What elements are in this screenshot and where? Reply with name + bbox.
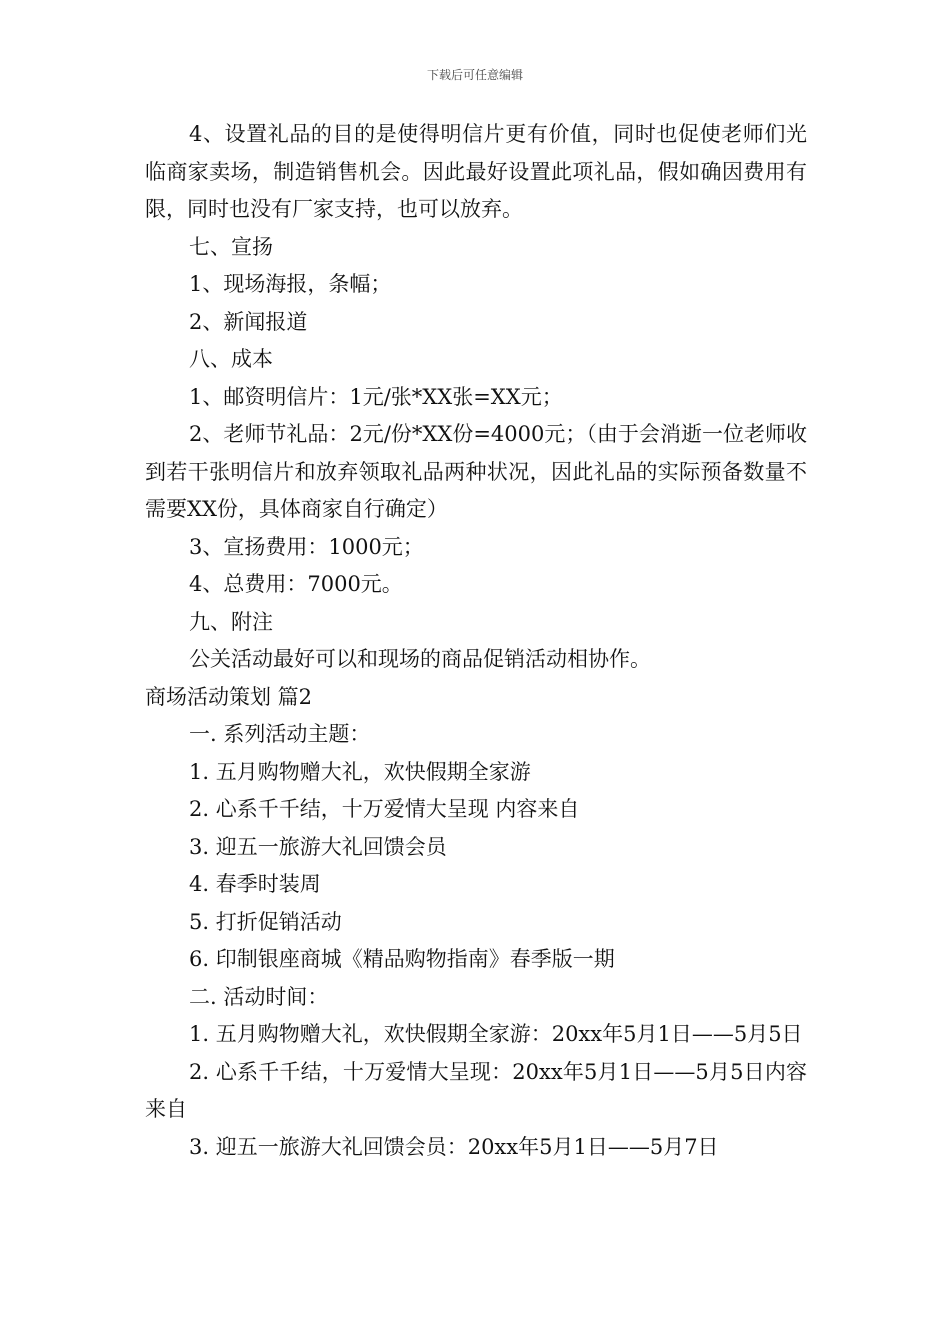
section-heading: 一. 系列活动主题： bbox=[189, 722, 371, 746]
paragraph: 3、宣扬费用：1000元； bbox=[189, 534, 424, 559]
list-item: 3. 迎五一旅游大礼回馈会员：20xx年5月1日——5月7日 bbox=[189, 1134, 719, 1159]
paragraph: 1、邮资明信片：1元/张*XX张=XX元； bbox=[189, 384, 563, 409]
list-item: 2. 心系千千结，十万爱情大呈现 内容来自 bbox=[189, 797, 580, 821]
section-heading: 二. 活动时间： bbox=[189, 984, 329, 1009]
list-item: 1. 五月购物赠大礼，欢快假期全家游：20xx年5月1日——5月5日 bbox=[189, 1022, 803, 1046]
paragraph: 1、现场海报，条幅； bbox=[189, 272, 392, 296]
paragraph: 4、设置礼品的目的是使得明信片更有价值，同时也促使老师们光临商家卖场，制造销售机会。因此最好设置此项礼品，假如确因费用有限，同时也没有厂家支持，也可以放弃。 bbox=[145, 122, 807, 221]
article-title: 商场活动策划 篇2 bbox=[145, 684, 313, 709]
section-heading: 八、成本 bbox=[189, 347, 273, 371]
section-heading: 九、附注 bbox=[189, 609, 273, 634]
list-item: 2. 心系千千结，十万爱情大呈现：20xx年5月1日——5月5日内容来自 bbox=[145, 1059, 807, 1121]
section-heading: 七、宣扬 bbox=[189, 234, 273, 259]
paragraph: 4、总费用：7000元。 bbox=[189, 572, 403, 596]
document-body bbox=[145, 116, 807, 1166]
list-item: 3. 迎五一旅游大礼回馈会员 bbox=[189, 834, 447, 859]
list-item: 6. 印制银座商城《精品购物指南》春季版一期 bbox=[189, 947, 615, 971]
page-header-note: 下载后可任意编辑 bbox=[426, 68, 523, 82]
paragraph: 公关活动最好可以和现场的商品促销活动相协作。 bbox=[189, 647, 651, 671]
paragraph: 2、老师节礼品：2元/份*XX份=4000元；（由于会消逝一位老师收到若干张明信片和放弃领取礼品两种状况，因此礼品的实际预备数量不需要XX份，具体商家自行确定） bbox=[145, 422, 807, 521]
paragraph: 2、新闻报道 bbox=[189, 309, 308, 334]
list-item: 4. 春季时装周 bbox=[189, 872, 321, 896]
list-item: 1. 五月购物赠大礼，欢快假期全家游 bbox=[189, 759, 531, 784]
list-item: 5. 打折促销活动 bbox=[189, 909, 342, 934]
